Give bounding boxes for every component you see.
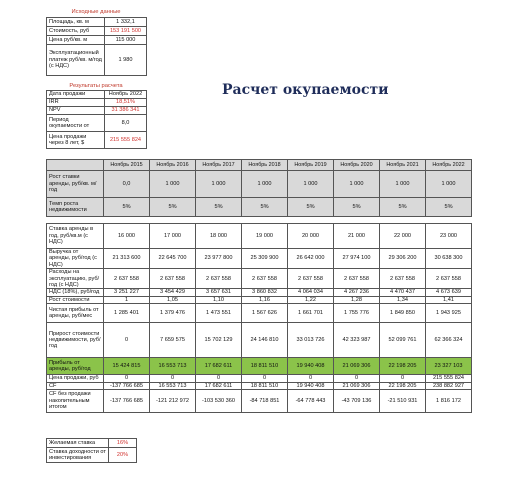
row-value: 1 000: [242, 171, 288, 198]
row-value: 20 000: [288, 224, 334, 249]
column-header: Ноябрь 2019: [288, 160, 334, 171]
row-value: 1 755 776: [334, 304, 380, 323]
row-value: 5%: [150, 198, 196, 217]
table-row: [47, 269, 472, 289]
row-value: -137 766 685: [104, 390, 150, 413]
column-header: Ноябрь 2018: [242, 160, 288, 171]
assumption-row: [47, 171, 472, 198]
kv-label: Ставка доходности от инвестирования: [47, 448, 109, 463]
spacer-row: [47, 217, 472, 224]
kv-label: NPV: [47, 107, 105, 115]
row-label: Рост ставки аренды, руб/кв. м/год: [47, 171, 104, 198]
row-value: 5%: [196, 198, 242, 217]
row-value: 5%: [288, 198, 334, 217]
row-value: 52 099 761: [380, 323, 426, 358]
kv-row: [47, 27, 147, 36]
kv-value: 31 386 341: [105, 107, 147, 115]
row-value: -103 530 360: [196, 390, 242, 413]
row-value: 26 642 000: [288, 249, 334, 269]
row-value: 1,16: [242, 296, 288, 303]
row-value: 21 069 306: [334, 382, 380, 389]
row-label: Темп роста недвижимости: [47, 198, 104, 217]
kv-value: 215 555 824: [105, 132, 147, 149]
row-value: 215 555 824: [426, 375, 472, 382]
row-value: -21 510 931: [380, 390, 426, 413]
row-value: 3 454 429: [150, 289, 196, 296]
row-value: 27 974 100: [334, 249, 380, 269]
row-value: 22 198 205: [380, 382, 426, 389]
row-value: 19 940 408: [288, 358, 334, 375]
row-value: 17 682 611: [196, 358, 242, 375]
kv-label: Дата продажи: [47, 91, 105, 99]
row-value: 2 637 558: [242, 269, 288, 289]
kv-row: [47, 18, 147, 27]
rates-table: [46, 438, 137, 463]
row-value: 18 811 510: [242, 382, 288, 389]
row-value: 1 000: [334, 171, 380, 198]
row-value: 1 661 701: [288, 304, 334, 323]
page-title: Расчет окупаемости: [222, 82, 389, 98]
row-value: 3 657 631: [196, 289, 242, 296]
row-value: 1,34: [380, 296, 426, 303]
row-value: 16 553 713: [150, 358, 196, 375]
row-value: 1,41: [426, 296, 472, 303]
row-value: 29 306 200: [380, 249, 426, 269]
kv-value: 1 332,1: [105, 18, 147, 27]
table-row: [47, 224, 472, 249]
row-value: 0: [334, 375, 380, 382]
kv-row: [47, 99, 147, 107]
row-value: 1 285 401: [104, 304, 150, 323]
column-header: Ноябрь 2020: [334, 160, 380, 171]
row-value: 0: [380, 375, 426, 382]
row-value: 2 637 558: [288, 269, 334, 289]
table-row: [47, 323, 472, 358]
row-value: 5%: [380, 198, 426, 217]
row-value: 30 638 300: [426, 249, 472, 269]
cf-accumulated-row: [47, 390, 472, 413]
row-value: 5%: [334, 198, 380, 217]
row-value: 17 682 611: [196, 382, 242, 389]
row-label: Расходы на эксплуатацию, руб/год (с НДС): [47, 269, 104, 289]
row-value: -43 709 136: [334, 390, 380, 413]
row-value: 4 470 437: [380, 289, 426, 296]
row-value: 22 645 700: [150, 249, 196, 269]
kv-label: Площадь, кв. м: [47, 18, 105, 27]
kv-label: Период окупаемости от: [47, 115, 105, 132]
row-value: 21 069 306: [334, 358, 380, 375]
kv-label: Эксплуатационный платеж руб/кв. м/год (с НДС): [47, 45, 105, 76]
row-value: 0,0: [104, 171, 150, 198]
row-value: 2 637 558: [334, 269, 380, 289]
row-value: 1 000: [288, 171, 334, 198]
kv-label: Желаемая ставка: [47, 439, 109, 448]
results-section-title: Результаты расчета: [69, 83, 123, 89]
row-value: 17 000: [150, 224, 196, 249]
row-value: 1 000: [380, 171, 426, 198]
row-label: Цена продажи, руб: [47, 375, 104, 382]
kv-value: 20%: [109, 448, 137, 463]
row-value: -121 212 972: [150, 390, 196, 413]
row-value: 238 882 927: [426, 382, 472, 389]
row-value: 19 000: [242, 224, 288, 249]
table-row: [47, 296, 472, 303]
results-table: [46, 90, 147, 149]
cf-row: [47, 382, 472, 389]
row-value: 15 702 129: [196, 323, 242, 358]
row-value: 1 000: [196, 171, 242, 198]
row-label: CF без продажи накопительным итогом: [47, 390, 104, 413]
row-value: 2 637 558: [150, 269, 196, 289]
kv-label: IRR: [47, 99, 105, 107]
row-value: 22 198 205: [380, 358, 426, 375]
header-row: [47, 160, 472, 171]
row-value: 3 251 227: [104, 289, 150, 296]
row-value: 0: [150, 375, 196, 382]
row-value: 21 313 600: [104, 249, 150, 269]
row-value: 24 146 810: [242, 323, 288, 358]
row-value: 3 860 832: [242, 289, 288, 296]
kv-row: [47, 439, 137, 448]
row-value: 1,10: [196, 296, 242, 303]
table-row: [47, 249, 472, 269]
row-value: 0: [104, 375, 150, 382]
row-value: 2 637 558: [426, 269, 472, 289]
kv-value: 8,0: [105, 115, 147, 132]
row-value: 0: [288, 375, 334, 382]
row-value: 62 366 324: [426, 323, 472, 358]
sale-price-row: [47, 375, 472, 382]
column-header: Ноябрь 2022: [426, 160, 472, 171]
kv-value: 1 980: [105, 45, 147, 76]
row-value: 1 000: [150, 171, 196, 198]
row-value: -84 718 851: [242, 390, 288, 413]
row-value: 5%: [104, 198, 150, 217]
row-value: 1: [104, 296, 150, 303]
row-value: 16 553 713: [150, 382, 196, 389]
row-value: 4 673 639: [426, 289, 472, 296]
row-value: 4 267 236: [334, 289, 380, 296]
row-value: 5%: [426, 198, 472, 217]
profit-row: [47, 358, 472, 375]
row-value: 18 000: [196, 224, 242, 249]
kv-label: Цена продажи через 8 лет, $: [47, 132, 105, 149]
table-row: [47, 289, 472, 296]
row-value: 5%: [242, 198, 288, 217]
kv-row: [47, 448, 137, 463]
kv-row: [47, 107, 147, 115]
kv-row: [47, 45, 147, 76]
row-value: 1 816 172: [426, 390, 472, 413]
row-value: 0: [242, 375, 288, 382]
row-value: 16 000: [104, 224, 150, 249]
row-value: 23 000: [426, 224, 472, 249]
row-value: 25 309 900: [242, 249, 288, 269]
row-value: 15 424 815: [104, 358, 150, 375]
row-label: Чистая прибыль от аренды, руб/мес: [47, 304, 104, 323]
row-label: Прибыль от аренды, руб/год: [47, 358, 104, 375]
row-label: Ставка аренды в год, руб/кв.м (с НДС): [47, 224, 104, 249]
initial-data-table: [46, 17, 147, 76]
column-header: Ноябрь 2017: [196, 160, 242, 171]
column-header: Ноябрь 2021: [380, 160, 426, 171]
main-table: [46, 159, 472, 413]
row-value: 1,22: [288, 296, 334, 303]
column-header: Ноябрь 2015: [104, 160, 150, 171]
row-value: 1 567 626: [242, 304, 288, 323]
kv-row: [47, 115, 147, 132]
kv-value: 153 191 500: [105, 27, 147, 36]
row-value: 23 327 103: [426, 358, 472, 375]
row-value: 19 940 408: [288, 382, 334, 389]
row-value: 0: [104, 323, 150, 358]
row-value: 1 379 476: [150, 304, 196, 323]
row-value: 2 637 558: [104, 269, 150, 289]
row-value: 1 849 850: [380, 304, 426, 323]
kv-row: [47, 91, 147, 99]
row-value: 4 064 034: [288, 289, 334, 296]
row-value: 2 637 558: [196, 269, 242, 289]
kv-label: Стоимость, руб: [47, 27, 105, 36]
row-value: 1 473 551: [196, 304, 242, 323]
spacer-cell: [47, 217, 472, 224]
kv-value: 115 000: [105, 36, 147, 45]
kv-label: Цена руб/кв. м: [47, 36, 105, 45]
row-value: 33 013 726: [288, 323, 334, 358]
row-value: 0: [196, 375, 242, 382]
initial-section-title: Исходные данные: [71, 9, 121, 15]
row-value: 1,05: [150, 296, 196, 303]
row-label: Рост стоимости: [47, 296, 104, 303]
table-row: [47, 304, 472, 323]
assumption-row: [47, 198, 472, 217]
row-value: 7 659 575: [150, 323, 196, 358]
kv-row: [47, 132, 147, 149]
row-value: 22 000: [380, 224, 426, 249]
header-blank-cell: [47, 160, 104, 171]
kv-value: Ноябрь 2022: [105, 91, 147, 99]
row-label: Выручка от аренды, руб/год (с НДС): [47, 249, 104, 269]
row-label: НДС (18%), руб/год: [47, 289, 104, 296]
kv-row: [47, 36, 147, 45]
column-header: Ноябрь 2016: [150, 160, 196, 171]
row-label: CF: [47, 382, 104, 389]
row-value: -64 778 443: [288, 390, 334, 413]
row-value: 1,28: [334, 296, 380, 303]
kv-value: 18,51%: [105, 99, 147, 107]
row-value: 42 323 987: [334, 323, 380, 358]
row-value: -137 766 685: [104, 382, 150, 389]
row-value: 21 000: [334, 224, 380, 249]
row-value: 1 943 925: [426, 304, 472, 323]
row-value: 1 000: [426, 171, 472, 198]
kv-value: 16%: [109, 439, 137, 448]
row-value: 18 811 510: [242, 358, 288, 375]
row-value: 23 977 800: [196, 249, 242, 269]
row-label: Прирост стоимости недвижимости, руб/год: [47, 323, 104, 358]
row-value: 2 637 558: [380, 269, 426, 289]
